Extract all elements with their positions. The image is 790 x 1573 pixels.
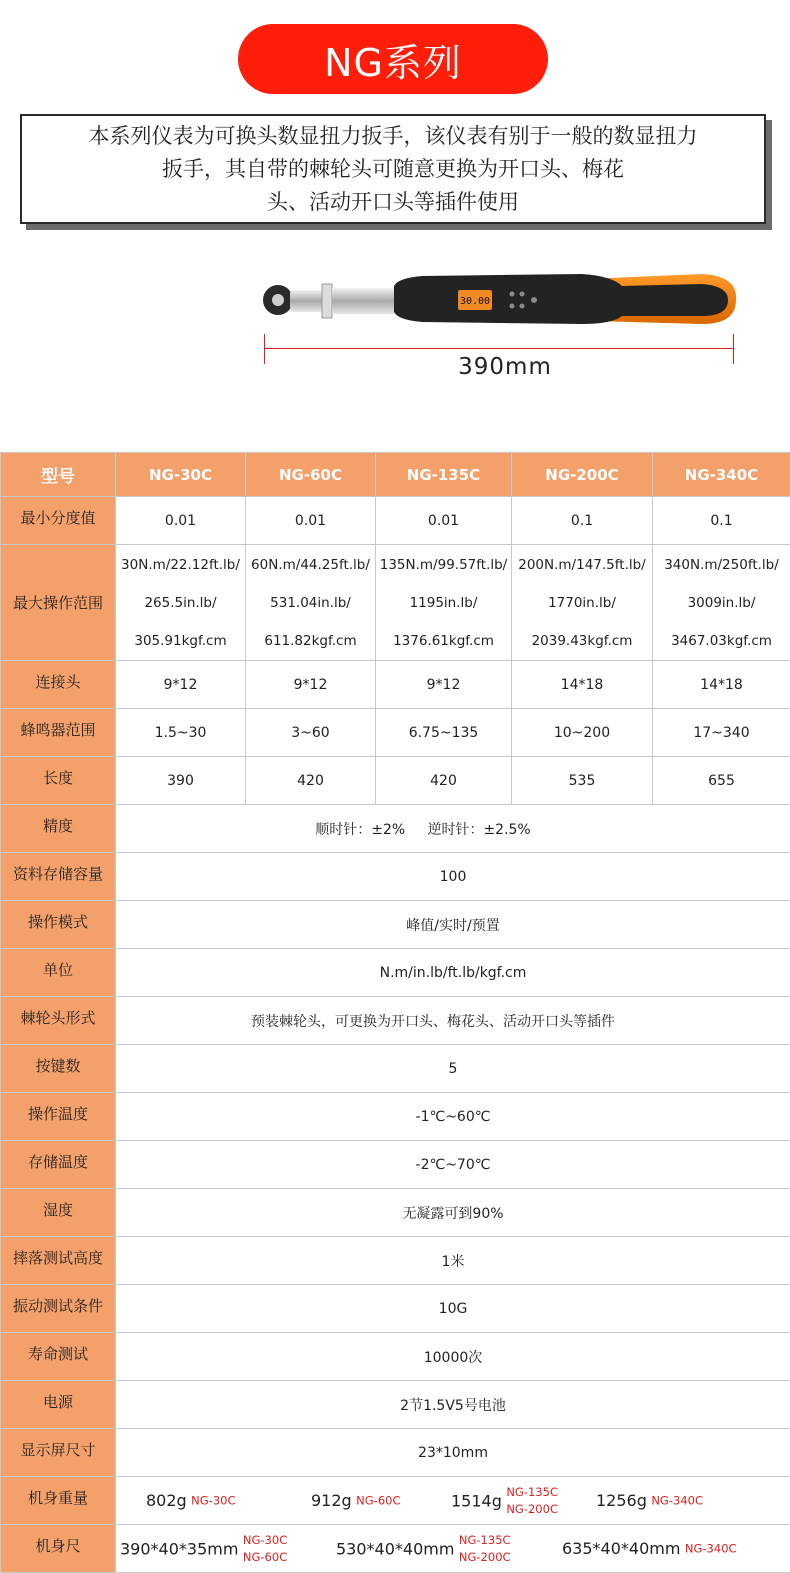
weight-item [451, 1484, 596, 1518]
table-cell: 3~60 [246, 709, 376, 757]
header-cell: NG-30C [116, 453, 246, 497]
table-cell [653, 545, 790, 661]
row-label: 湿度 [1, 1189, 116, 1237]
header-cell: 型号 [1, 453, 116, 497]
table-cell: 0.01 [116, 497, 246, 545]
weight-item [596, 1491, 703, 1510]
ratchet-head [263, 284, 334, 318]
table-row [1, 949, 790, 997]
table-cell: 535 [512, 757, 653, 805]
row-label: 单位 [1, 949, 116, 997]
table-cell: 9*12 [116, 661, 246, 709]
table-row [1, 1477, 790, 1525]
table-cell: -1℃~60℃ [116, 1093, 790, 1141]
table-row [1, 497, 790, 545]
table-header-row [1, 453, 790, 497]
dimension-model: NG-60C [243, 1550, 287, 1564]
table-row [1, 1333, 790, 1381]
row-label: 最小分度值 [1, 497, 116, 545]
length-dimension-tick [264, 334, 265, 364]
row-label: 操作模式 [1, 901, 116, 949]
weight-model-stack [506, 1484, 558, 1518]
spec-table [0, 452, 790, 1573]
table-row [1, 1429, 790, 1477]
table-cell: 0.1 [653, 497, 790, 545]
row-label: 电源 [1, 1381, 116, 1429]
row-label: 操作温度 [1, 1093, 116, 1141]
table-row [1, 1093, 790, 1141]
table-cell [116, 545, 246, 661]
range-line: 611.82kgf.cm [246, 622, 375, 660]
table-row [1, 901, 790, 949]
table-cell [116, 1477, 790, 1525]
table-row [1, 545, 790, 661]
row-label: 蜂鸣器范围 [1, 709, 116, 757]
header-cell: NG-60C [246, 453, 376, 497]
dimension-value: 390*40*35mm [120, 1539, 238, 1558]
weight-value: 1514g [451, 1491, 502, 1510]
row-label: 摔落测试高度 [1, 1237, 116, 1285]
table-cell: 顺时针：±2% 逆时针：±2.5% [116, 805, 790, 853]
header-cell: NG-135C [376, 453, 512, 497]
header-cell: NG-200C [512, 453, 653, 497]
weight-value: 1256g [596, 1491, 647, 1510]
table-cell: 10G [116, 1285, 790, 1333]
table-cell: 390 [116, 757, 246, 805]
header-cell: NG-340C [653, 453, 790, 497]
table-cell: -2℃~70℃ [116, 1141, 790, 1189]
table-row [1, 1381, 790, 1429]
table-cell: 655 [653, 757, 790, 805]
range-line: 1195in.lb/ [376, 584, 511, 622]
table-row [1, 853, 790, 901]
range-line: 2039.43kgf.cm [512, 622, 652, 660]
table-cell: 预装棘轮头，可更换为开口头、梅花头、活动开口头等插件 [116, 997, 790, 1045]
table-row [1, 805, 790, 853]
range-line: 531.04in.lb/ [246, 584, 375, 622]
table-cell: N.m/in.lb/ft.lb/kgf.cm [116, 949, 790, 997]
dimension-item [116, 1532, 336, 1566]
range-line: 135N.m/99.57ft.lb/ [376, 546, 511, 584]
dimension-model-stack [243, 1532, 287, 1566]
row-label: 连接头 [1, 661, 116, 709]
table-cell: 9*12 [376, 661, 512, 709]
dimension-item [562, 1539, 737, 1558]
series-title: NG系列 [238, 24, 548, 94]
torque-wrench-image [262, 272, 738, 328]
row-label: 棘轮头形式 [1, 997, 116, 1045]
table-cell: 1米 [116, 1237, 790, 1285]
dimension-value: 635*40*40mm [562, 1539, 680, 1558]
row-label: 机身尺 [1, 1525, 116, 1573]
table-cell: 9*12 [246, 661, 376, 709]
table-cell: 0.01 [376, 497, 512, 545]
row-label: 存储温度 [1, 1141, 116, 1189]
table-cell [512, 545, 653, 661]
table-cell: 10000次 [116, 1333, 790, 1381]
range-line: 340N.m/250ft.lb/ [653, 546, 790, 584]
table-cell: 6.75~135 [376, 709, 512, 757]
row-label: 振动测试条件 [1, 1285, 116, 1333]
row-label: 长度 [1, 757, 116, 805]
row-label: 资料存储容量 [1, 853, 116, 901]
table-cell [246, 545, 376, 661]
range-line: 1770in.lb/ [512, 584, 652, 622]
weight-value: 912g [311, 1491, 352, 1510]
dimension-model: NG-340C [685, 1542, 737, 1556]
weight-model: NG-200C [506, 1502, 558, 1516]
length-dimension-line [264, 348, 734, 349]
weight-value: 802g [146, 1491, 187, 1510]
range-line: 60N.m/44.25ft.lb/ [246, 546, 375, 584]
weight-model: NG-135C [506, 1485, 558, 1499]
table-cell: 无凝露可到90% [116, 1189, 790, 1237]
table-row [1, 757, 790, 805]
table-row [1, 1141, 790, 1189]
row-label: 精度 [1, 805, 116, 853]
table-cell: 420 [246, 757, 376, 805]
table-row [1, 1525, 790, 1573]
dimension-item [336, 1532, 562, 1566]
table-cell: 0.01 [246, 497, 376, 545]
weight-model: NG-340C [651, 1494, 703, 1508]
table-row [1, 1045, 790, 1093]
row-label: 按键数 [1, 1045, 116, 1093]
dimension-value: 530*40*40mm [336, 1539, 454, 1558]
length-dimension-label: 390mm [430, 354, 580, 380]
table-cell: 420 [376, 757, 512, 805]
table-row [1, 709, 790, 757]
range-line: 3009in.lb/ [653, 584, 790, 622]
dimension-model: NG-200C [459, 1550, 511, 1564]
range-line: 200N.m/147.5ft.lb/ [512, 546, 652, 584]
table-row [1, 1285, 790, 1333]
row-label: 显示屏尺寸 [1, 1429, 116, 1477]
table-cell: 1.5~30 [116, 709, 246, 757]
table-cell: 23*10mm [116, 1429, 790, 1477]
description-line: 本系列仪表为可换头数显扭力扳手，该仪表有别于一般的数显扭力 [22, 120, 764, 153]
table-row [1, 997, 790, 1045]
range-line: 305.91kgf.cm [116, 622, 245, 660]
dimension-model: NG-135C [459, 1533, 511, 1547]
range-line: 30N.m/22.12ft.lb/ [116, 546, 245, 584]
row-label: 最大操作范围 [1, 545, 116, 661]
row-label: 机身重量 [1, 1477, 116, 1525]
dimension-model-stack [459, 1532, 511, 1566]
wrench-shaft [332, 288, 394, 314]
table-cell: 17~340 [653, 709, 790, 757]
weight-item [116, 1491, 311, 1510]
table-cell: 2节1.5V5号电池 [116, 1381, 790, 1429]
table-cell: 5 [116, 1045, 790, 1093]
table-cell [376, 545, 512, 661]
table-cell: 10~200 [512, 709, 653, 757]
table-cell: 峰值/实时/预置 [116, 901, 790, 949]
table-cell [116, 1525, 790, 1573]
range-line: 1376.61kgf.cm [376, 622, 511, 660]
description-line: 扳手，其自带的棘轮头可随意更换为开口头、梅花 [22, 153, 764, 186]
weight-model: NG-30C [191, 1494, 235, 1508]
weight-item [311, 1491, 451, 1510]
table-row [1, 661, 790, 709]
lcd-reading: 30.00 [460, 296, 490, 307]
table-cell: 14*18 [512, 661, 653, 709]
table-cell: 0.1 [512, 497, 653, 545]
row-label: 寿命测试 [1, 1333, 116, 1381]
table-row [1, 1189, 790, 1237]
range-line: 3467.03kgf.cm [653, 622, 790, 660]
weight-model: NG-60C [356, 1494, 400, 1508]
length-dimension-tick [733, 334, 734, 364]
table-cell: 14*18 [653, 661, 790, 709]
description-box [20, 114, 766, 224]
description-line: 头、活动开口头等插件使用 [22, 186, 764, 219]
table-cell: 100 [116, 853, 790, 901]
range-line: 265.5in.lb/ [116, 584, 245, 622]
table-row [1, 1237, 790, 1285]
dimension-model: NG-30C [243, 1533, 287, 1547]
